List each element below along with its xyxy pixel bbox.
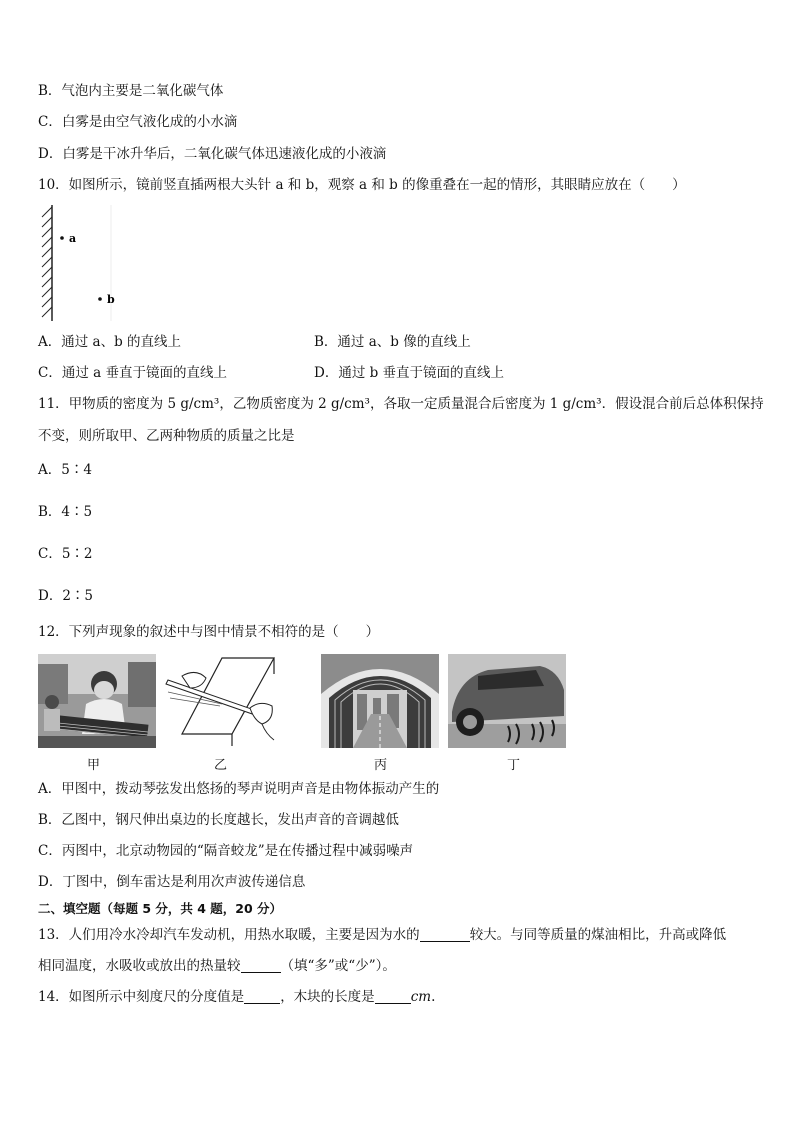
q14-text-a: 14．如图所示中刻度尺的分度值是 — [38, 989, 245, 1005]
caption-yi: 乙 — [214, 758, 228, 773]
q12-option-a: A．甲图中，拨动琴弦发出悠扬的琴声说明声音是由物体振动产生的 — [38, 781, 440, 797]
q13-line2-text-a: 相同温度，水吸收或放出的热量较 — [38, 958, 241, 974]
q10-option-c: C．通过 a 垂直于镜面的直线上 — [38, 365, 227, 381]
photo-jia-zither — [38, 654, 156, 748]
q11-option-a: A．5∶4 — [38, 462, 92, 478]
mirror-pins-figure — [38, 203, 128, 323]
caption-bing: 丙 — [374, 758, 388, 773]
q11-option-d: D．2∶5 — [38, 588, 94, 604]
q13-line1 — [38, 926, 726, 944]
q14-line — [38, 988, 435, 1006]
q13-line2-text-b: （填“多”或“少”）。 — [280, 958, 396, 974]
q10-option-b: B．通过 a、b 像的直线上 — [314, 334, 471, 350]
photo-ding-car-radar — [448, 654, 566, 748]
pin-a-dot — [60, 236, 64, 240]
q9-option-c: C．白雾是由空气液化成的小水滴 — [38, 114, 238, 130]
q12-stem: 12．下列声现象的叙述中与图中情景不相符的是（ ） — [38, 624, 380, 640]
pin-b-dot — [98, 297, 102, 301]
q9-option-b: B．气泡内主要是二氧化碳气体 — [38, 83, 224, 99]
section-2-title: 二、填空题（每题 5 分，共 4 题，20 分） — [38, 901, 283, 916]
q10-stem: 10．如图所示，镜前竖直插两根大头针 a 和 b，观察 a 和 b 的像重叠在一起的情形，其眼睛应放在（ ） — [38, 177, 686, 193]
q12-option-c: C．丙图中，北京动物园的“隔音蛟龙”是在传播过程中减弱噪声 — [38, 843, 414, 859]
q13-blank-2[interactable] — [241, 958, 281, 973]
q11-stem-line2: 不变，则所取甲、乙两种物质的质量之比是 — [38, 428, 295, 444]
q12-option-d: D．丁图中，倒车雷达是利用次声波传递信息 — [38, 874, 306, 890]
caption-jia: 甲 — [87, 758, 101, 773]
q13-line1-text-b: 较大。与同等质量的煤油相比，升高或降低 — [469, 927, 727, 943]
caption-ding: 丁 — [507, 758, 521, 773]
q13-line1-text-a: 13．人们用冷水冷却汽车发动机，用热水取暖，主要是因为水的 — [38, 927, 420, 943]
q12-option-b: B．乙图中，钢尺伸出桌边的长度越长，发出声音的音调越低 — [38, 812, 399, 828]
q10-option-a: A．通过 a、b 的直线上 — [38, 334, 182, 350]
mirror-hatching — [42, 207, 52, 317]
q14-blank-2[interactable] — [375, 989, 411, 1004]
q10-option-d: D．通过 b 垂直于镜面的直线上 — [314, 365, 505, 381]
q11-option-c: C．5∶2 — [38, 546, 93, 562]
photo-yi-ruler — [162, 654, 282, 748]
q9-option-d: D．白雾是干冰升华后，二氧化碳气体迅速液化成的小液滴 — [38, 146, 387, 162]
q14-unit: cm — [410, 989, 432, 1005]
pin-a-label: a — [69, 232, 77, 245]
q14-blank-1[interactable] — [244, 989, 280, 1004]
photo-bing-tunnel — [321, 654, 439, 748]
q13-line2 — [38, 957, 396, 975]
q11-option-b: B．4∶5 — [38, 504, 93, 520]
q13-blank-1[interactable] — [420, 927, 470, 942]
q14-text-b: ，木块的长度是 — [280, 989, 375, 1005]
pin-b-label: b — [107, 293, 115, 306]
q14-end: . — [431, 989, 436, 1005]
q11-stem-line1: 11．甲物质的密度为 5 g/cm³，乙物质密度为 2 g/cm³，各取一定质量混合后密度为 1 g/cm³．假设混合前后总体积保持 — [38, 396, 764, 412]
